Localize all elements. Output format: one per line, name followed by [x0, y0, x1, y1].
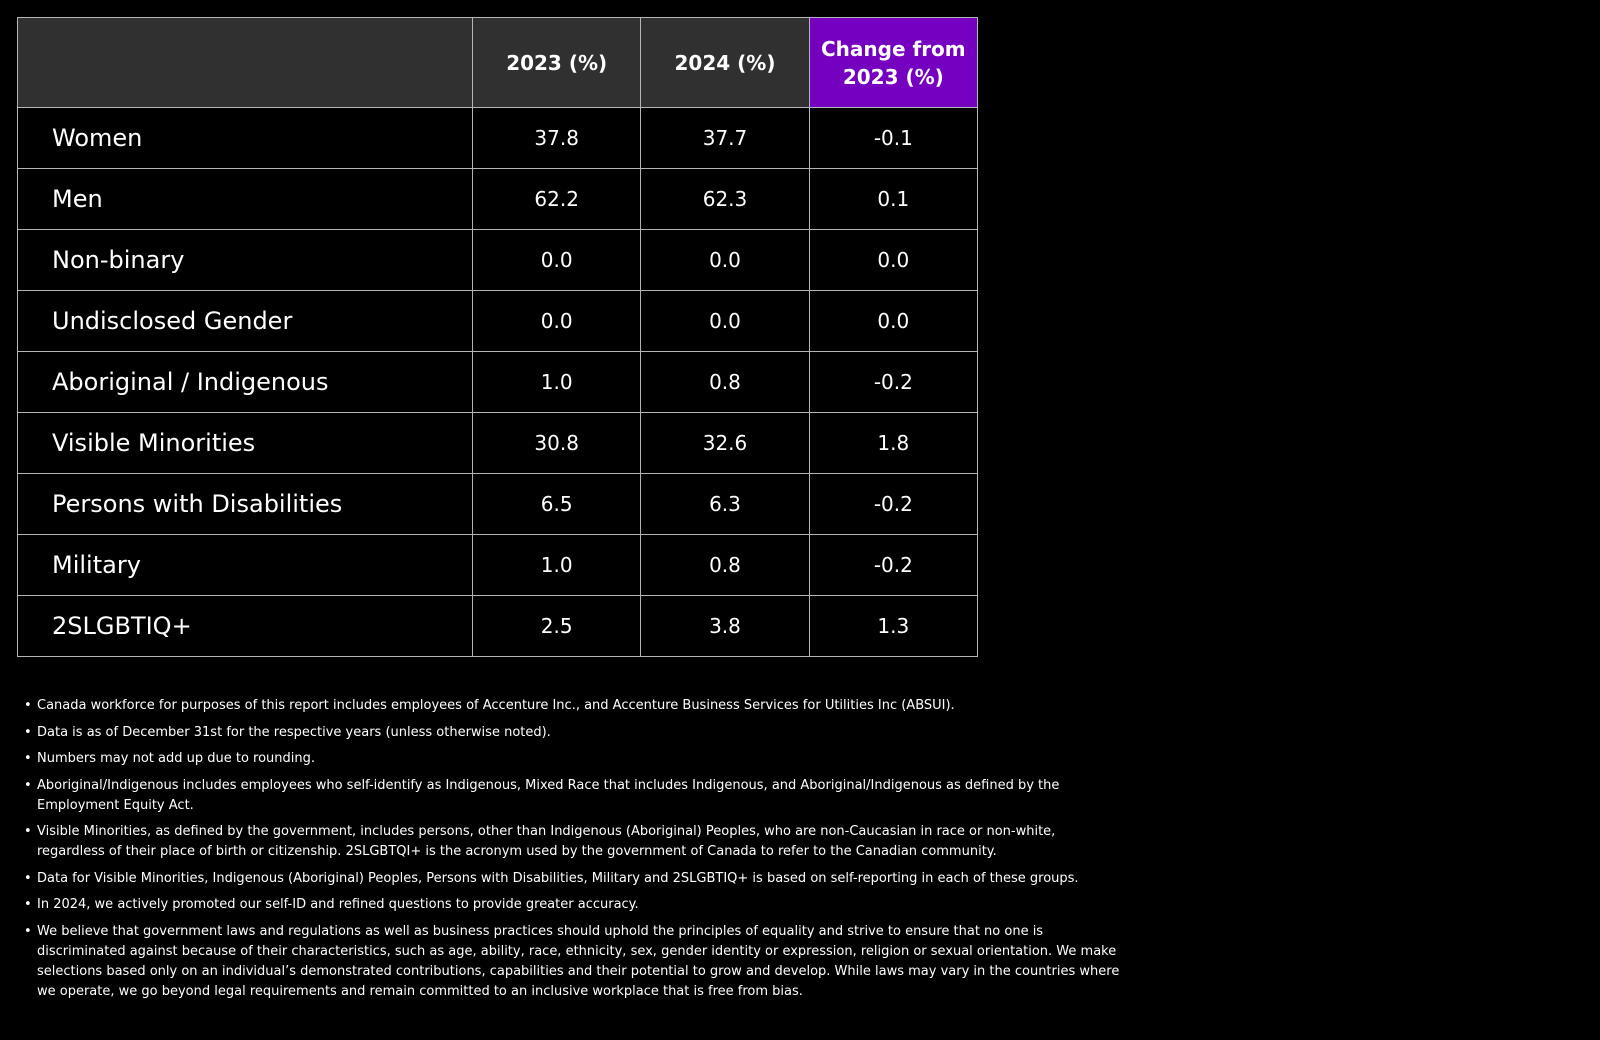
- footnote-text: Data is as of December 31st for the respective years (unless otherwise noted).: [37, 724, 551, 740]
- table-row: [18, 291, 978, 352]
- cell-2024: 0.0: [641, 291, 809, 352]
- table-row: [18, 169, 978, 230]
- row-label: Non-binary: [18, 230, 473, 291]
- cell-2024: 37.7: [641, 108, 809, 169]
- table-row: [18, 352, 978, 413]
- footnote-text: Aboriginal/Indigenous includes employees who self-identify as Indigenous, Mixed Race that includes Indigenous, and Aboriginal/Indigenous as defined by the Employment Equity Act.: [37, 777, 1060, 813]
- bullet-icon: •: [24, 923, 32, 939]
- table-row: [18, 108, 978, 169]
- footnote-item: [20, 776, 1120, 816]
- cell-change: 1.8: [809, 413, 977, 474]
- header-cell-change: Change from 2023 (%): [809, 18, 977, 108]
- cell-change: 0.0: [809, 230, 977, 291]
- bullet-icon: •: [24, 777, 32, 793]
- cell-2024: 3.8: [641, 596, 809, 657]
- cell-2023: 30.8: [473, 413, 641, 474]
- footnote-text: Data for Visible Minorities, Indigenous (Aboriginal) Peoples, Persons with Disabilities, Military and 2SLGBTIQ+ is based on self-reporting in each of these groups.: [37, 870, 1079, 886]
- row-label: Visible Minorities: [18, 413, 473, 474]
- cell-change: 0.0: [809, 291, 977, 352]
- cell-change: -0.1: [809, 108, 977, 169]
- footnote-item: [20, 822, 1120, 862]
- row-label: Military: [18, 535, 473, 596]
- cell-2023: 0.0: [473, 291, 641, 352]
- footnote-item: [20, 895, 1120, 915]
- row-label: Aboriginal / Indigenous: [18, 352, 473, 413]
- cell-2024: 6.3: [641, 474, 809, 535]
- footnote-item: [20, 922, 1120, 1002]
- table-body: [18, 108, 978, 657]
- footnote-item: [20, 749, 1120, 769]
- header-cell-2024: 2024 (%): [641, 18, 809, 108]
- cell-2023: 0.0: [473, 230, 641, 291]
- cell-2023: 2.5: [473, 596, 641, 657]
- cell-2023: 37.8: [473, 108, 641, 169]
- header-row: [18, 18, 978, 108]
- table-row: [18, 535, 978, 596]
- footnote-text: Visible Minorities, as defined by the government, includes persons, other than Indigenous (Aboriginal) Peoples, who are non-Caucasian in race or non-white, regardless of their place of birth or citizenship. 2SLGBTQI+ is the acronym used by the government of Canada to refer to the Canadian community.: [37, 824, 1056, 859]
- cell-change: -0.2: [809, 535, 977, 596]
- cell-change: 0.1: [809, 169, 977, 230]
- cell-2024: 0.8: [641, 535, 809, 596]
- table-header: [18, 18, 978, 108]
- row-label: Men: [18, 169, 473, 230]
- header-cell-category: [18, 18, 473, 108]
- footnote-text: Canada workforce for purposes of this report includes employees of Accenture Inc., and Accenture Business Services for Utilities Inc (ABSUI).: [37, 698, 955, 713]
- footnote-item: [20, 723, 1120, 743]
- row-label: 2SLGBTIQ+: [18, 596, 473, 657]
- cell-2023: 1.0: [473, 535, 641, 596]
- cell-2023: 62.2: [473, 169, 641, 230]
- bullet-icon: •: [24, 751, 32, 766]
- row-label: Undisclosed Gender: [18, 291, 473, 352]
- row-label: Persons with Disabilities: [18, 474, 473, 535]
- table-row: [18, 474, 978, 535]
- bullet-icon: •: [24, 698, 32, 713]
- footnote-item: [20, 696, 1120, 716]
- row-label: Women: [18, 108, 473, 169]
- diversity-data-table: [17, 17, 978, 657]
- footnote-text: Numbers may not add up due to rounding.: [37, 751, 316, 766]
- bullet-icon: •: [24, 870, 32, 886]
- footnote-text: We believe that government laws and regulations as well as business practices should uphold the principles of equality and strive to ensure that no one is discriminated against because of their characteristics, such as age, ability, race, ethnicity, sex, gender identity or expression, religion or sexual orientation. We make selections based only on an individual’s demonstrated contributions, capabilities and their potential to grow and develop. While laws may vary in the countries where we operate, we go beyond legal requirements and remain committed to an inclusive workplace that is free from bias.: [37, 923, 1120, 999]
- cell-2024: 62.3: [641, 169, 809, 230]
- footnote-item: [20, 869, 1120, 889]
- table-row: [18, 230, 978, 291]
- table-row: [18, 413, 978, 474]
- bullet-icon: •: [24, 824, 32, 839]
- footnote-text: In 2024, we actively promoted our self-ID and refined questions to provide greater accuracy.: [37, 897, 639, 912]
- cell-change: -0.2: [809, 352, 977, 413]
- cell-change: 1.3: [809, 596, 977, 657]
- footnotes-list: [20, 696, 1120, 1008]
- table-row: [18, 596, 978, 657]
- bullet-icon: •: [24, 724, 32, 740]
- cell-change: -0.2: [809, 474, 977, 535]
- bullet-icon: •: [24, 897, 32, 912]
- cell-2023: 1.0: [473, 352, 641, 413]
- header-cell-2023: 2023 (%): [473, 18, 641, 108]
- cell-2024: 0.8: [641, 352, 809, 413]
- cell-2023: 6.5: [473, 474, 641, 535]
- cell-2024: 32.6: [641, 413, 809, 474]
- cell-2024: 0.0: [641, 230, 809, 291]
